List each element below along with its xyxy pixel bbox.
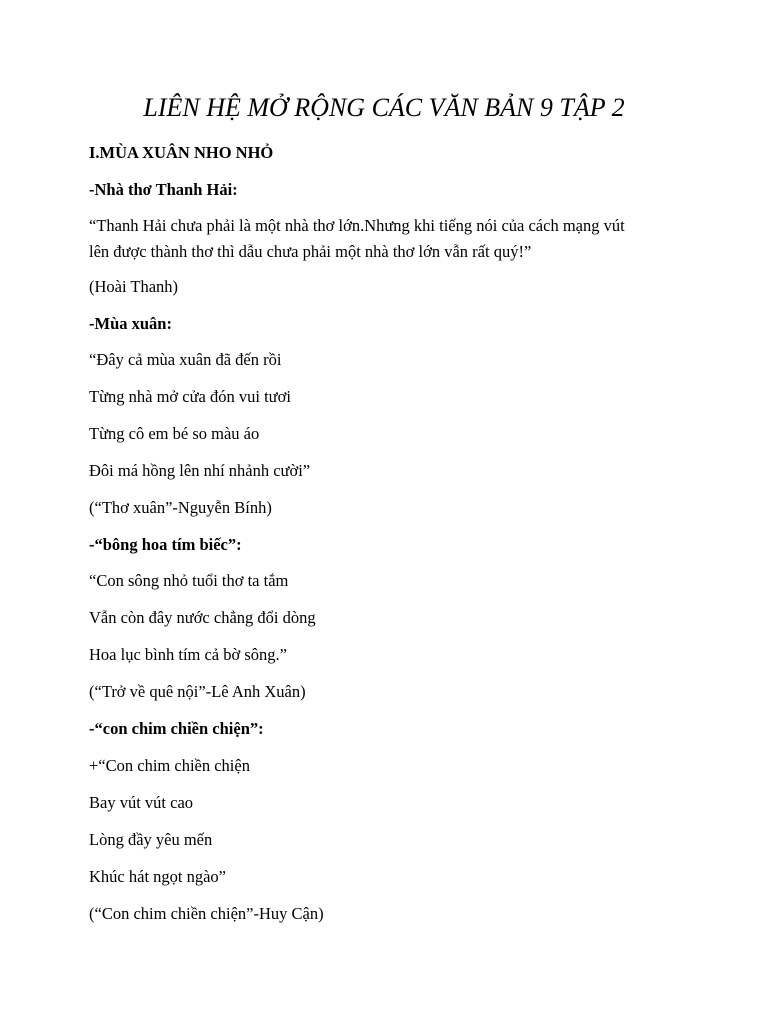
bird-source: (“Con chim chiền chiện”-Huy Cận) — [89, 904, 324, 923]
quote-line-1: “Thanh Hải chưa phải là một nhà thơ lớn.Nhưng khi tiếng nói của cách mạng vút — [89, 216, 625, 235]
flower-source: (“Trở về quê nội”-Lê Anh Xuân) — [89, 682, 306, 701]
quote-source: (Hoài Thanh) — [89, 277, 179, 296]
flower-poem-line: Vẫn còn đây nước chẳng đổi dòng — [89, 608, 316, 627]
bird-poem-line: Lòng đầy yêu mến — [89, 830, 213, 849]
spring-poem-line: “Đây cả mùa xuân đã đến rồi — [89, 350, 282, 369]
spring-poem-line: Từng cô em bé so màu áo — [89, 424, 260, 443]
spring-heading: -Mùa xuân: — [89, 314, 172, 333]
spring-poem-line: Từng nhà mở cửa đón vui tươi — [89, 387, 291, 406]
poet-heading: -Nhà thơ Thanh Hải: — [89, 180, 238, 199]
document-title: LIÊN HỆ MỞ RỘNG CÁC VĂN BẢN 9 TẬP 2 — [143, 93, 625, 122]
spring-source: (“Thơ xuân”-Nguyễn Bính) — [89, 498, 272, 517]
flower-poem-line: “Con sông nhỏ tuổi thơ ta tắm — [89, 571, 289, 590]
section-heading: I.MÙA XUÂN NHO NHỎ — [89, 143, 274, 162]
spring-poem-line: Đôi má hồng lên nhí nhảnh cười” — [89, 461, 311, 480]
bird-poem-line: Khúc hát ngọt ngào” — [89, 867, 227, 886]
quote-line-2: lên được thành thơ thì dẫu chưa phải một nhà thơ lớn vẫn rất quý!” — [89, 242, 532, 261]
bird-poem-line: +“Con chim chiền chiện — [89, 756, 250, 775]
bird-heading: -“con chim chiền chiện”: — [89, 719, 264, 738]
bird-poem-line: Bay vút vút cao — [89, 793, 194, 812]
flower-poem-line: Hoa lục bình tím cả bờ sông.” — [89, 645, 287, 664]
flower-heading: -“bông hoa tím biếc”: — [89, 535, 242, 554]
